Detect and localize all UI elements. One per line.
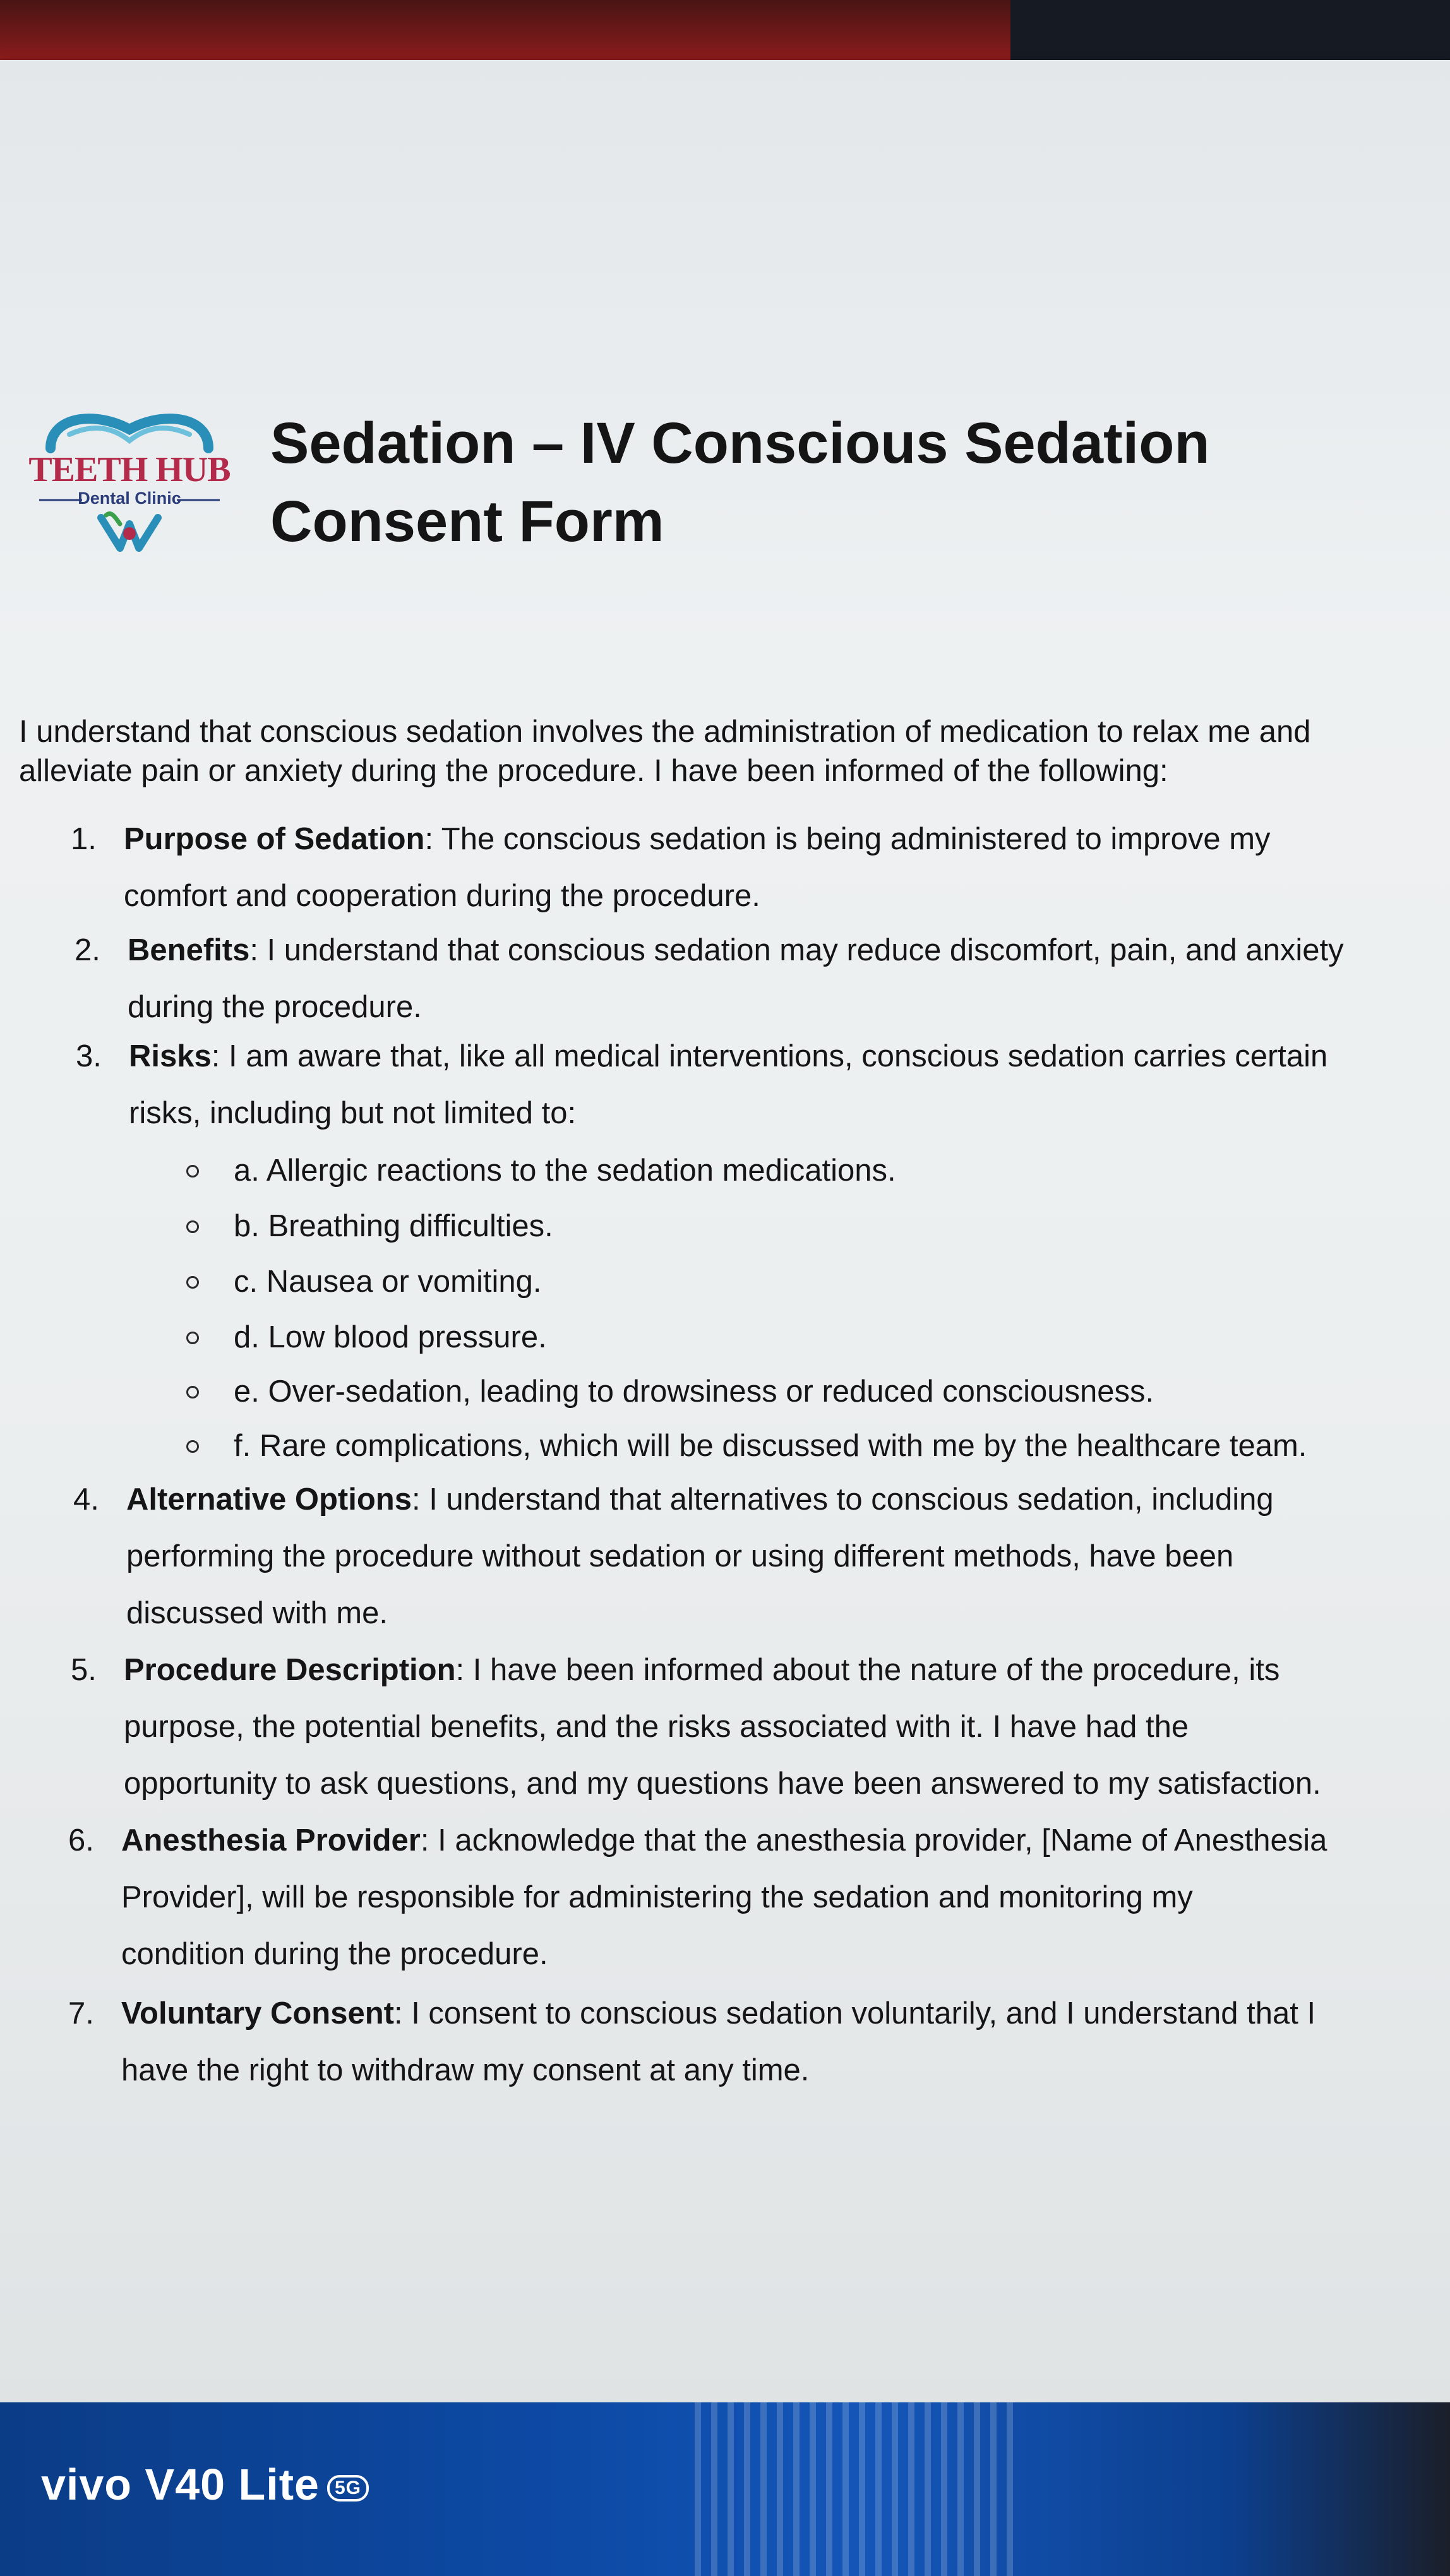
circle-bullet-icon (186, 1332, 199, 1344)
item-text-continued: during the procedure. (128, 990, 422, 1024)
item-text: : I have been informed about the nature of the procedure, its (455, 1653, 1280, 1687)
item-text: : I am aware that, like all medical interventions, conscious sedation carries certain (211, 1039, 1328, 1073)
item-text: : I understand that alternatives to conscious sedation, including (411, 1482, 1274, 1517)
item-number: 3. (76, 1039, 102, 1073)
risk-item (234, 1198, 553, 1254)
risk-text: d. Low blood pressure. (234, 1320, 547, 1354)
item-term: Risks (129, 1039, 212, 1073)
clinic-logo (25, 404, 234, 556)
item-number: 6. (68, 1823, 94, 1857)
risk-item (234, 1254, 542, 1309)
circle-bullet-icon (186, 1276, 199, 1289)
risk-text: b. Breathing difficulties. (234, 1209, 553, 1243)
item-number: 1. (71, 822, 97, 856)
item-text-continued: purpose, the potential benefits, and the risks associated with it. I have had the (124, 1710, 1189, 1744)
item-text-continued: discussed with me. (126, 1596, 388, 1630)
item-text: : I acknowledge that the anesthesia provider, [Name of Anesthesia (420, 1823, 1327, 1857)
circle-bullet-icon (186, 1440, 199, 1453)
risk-item (234, 1364, 1154, 1419)
logo-name: TEETH HUB (28, 450, 231, 489)
item-number: 2. (75, 933, 100, 967)
item-number: 4. (73, 1482, 99, 1517)
item-text-continued: opportunity to ask questions, and my questions have been answered to my satisfaction. (124, 1767, 1321, 1801)
item-text-continued: Provider], will be responsible for administering the sedation and monitoring my (121, 1880, 1193, 1914)
risk-text: c. Nausea or vomiting. (234, 1265, 542, 1299)
circle-bullet-icon (186, 1165, 199, 1178)
camera-watermark (41, 2459, 369, 2510)
item-number: 7. (68, 1996, 94, 2030)
circle-bullet-icon (186, 1220, 199, 1233)
logo-subtitle: Dental Clinic (78, 489, 181, 508)
intro-paragraph: I understand that conscious sedation involves the administration of medication to relax me and alleviate pain or anxiety during the procedure. I have been informed of the following: (19, 715, 1311, 788)
item-term: Voluntary Consent (121, 1996, 394, 2030)
risk-item (234, 1418, 1307, 1474)
item-term: Anesthesia Provider (121, 1823, 421, 1857)
item-text: : I consent to conscious sedation voluntarily, and I understand that I (393, 1996, 1316, 2030)
page-title: Sedation – IV Conscious Sedation Consent Form (270, 411, 1210, 554)
item-number: 5. (71, 1653, 97, 1687)
item-text-continued: condition during the procedure. (121, 1937, 548, 1971)
item-text: : The conscious sedation is being administered to improve my (424, 822, 1271, 856)
risk-item (234, 1143, 896, 1198)
circle-bullet-icon (186, 1386, 199, 1398)
item-term: Procedure Description (124, 1653, 456, 1687)
risk-text: e. Over-sedation, leading to drowsiness or reduced consciousness. (234, 1374, 1154, 1409)
item-term: Benefits (128, 933, 250, 967)
risk-text: f. Rare complications, which will be discussed with me by the healthcare team. (234, 1429, 1307, 1463)
item-term: Alternative Options (126, 1482, 412, 1517)
item-text-continued: comfort and cooperation during the procedure. (124, 879, 760, 913)
network-badge: 5G (327, 2475, 369, 2501)
item-text-continued: have the right to withdraw my consent at any time. (121, 2053, 810, 2087)
item-term: Purpose of Sedation (124, 822, 425, 856)
item-text: : I understand that conscious sedation may reduce discomfort, pain, and anxiety (249, 933, 1344, 967)
item-text-continued: risks, including but not limited to: (129, 1096, 577, 1130)
risk-text: a. Allergic reactions to the sedation medications. (234, 1154, 896, 1188)
item-text-continued: performing the procedure without sedation or using different methods, have been (126, 1539, 1234, 1573)
camera-brand: vivo V40 Lite (41, 2460, 320, 2509)
book-pattern (695, 2402, 1023, 2576)
risk-item (234, 1309, 547, 1365)
